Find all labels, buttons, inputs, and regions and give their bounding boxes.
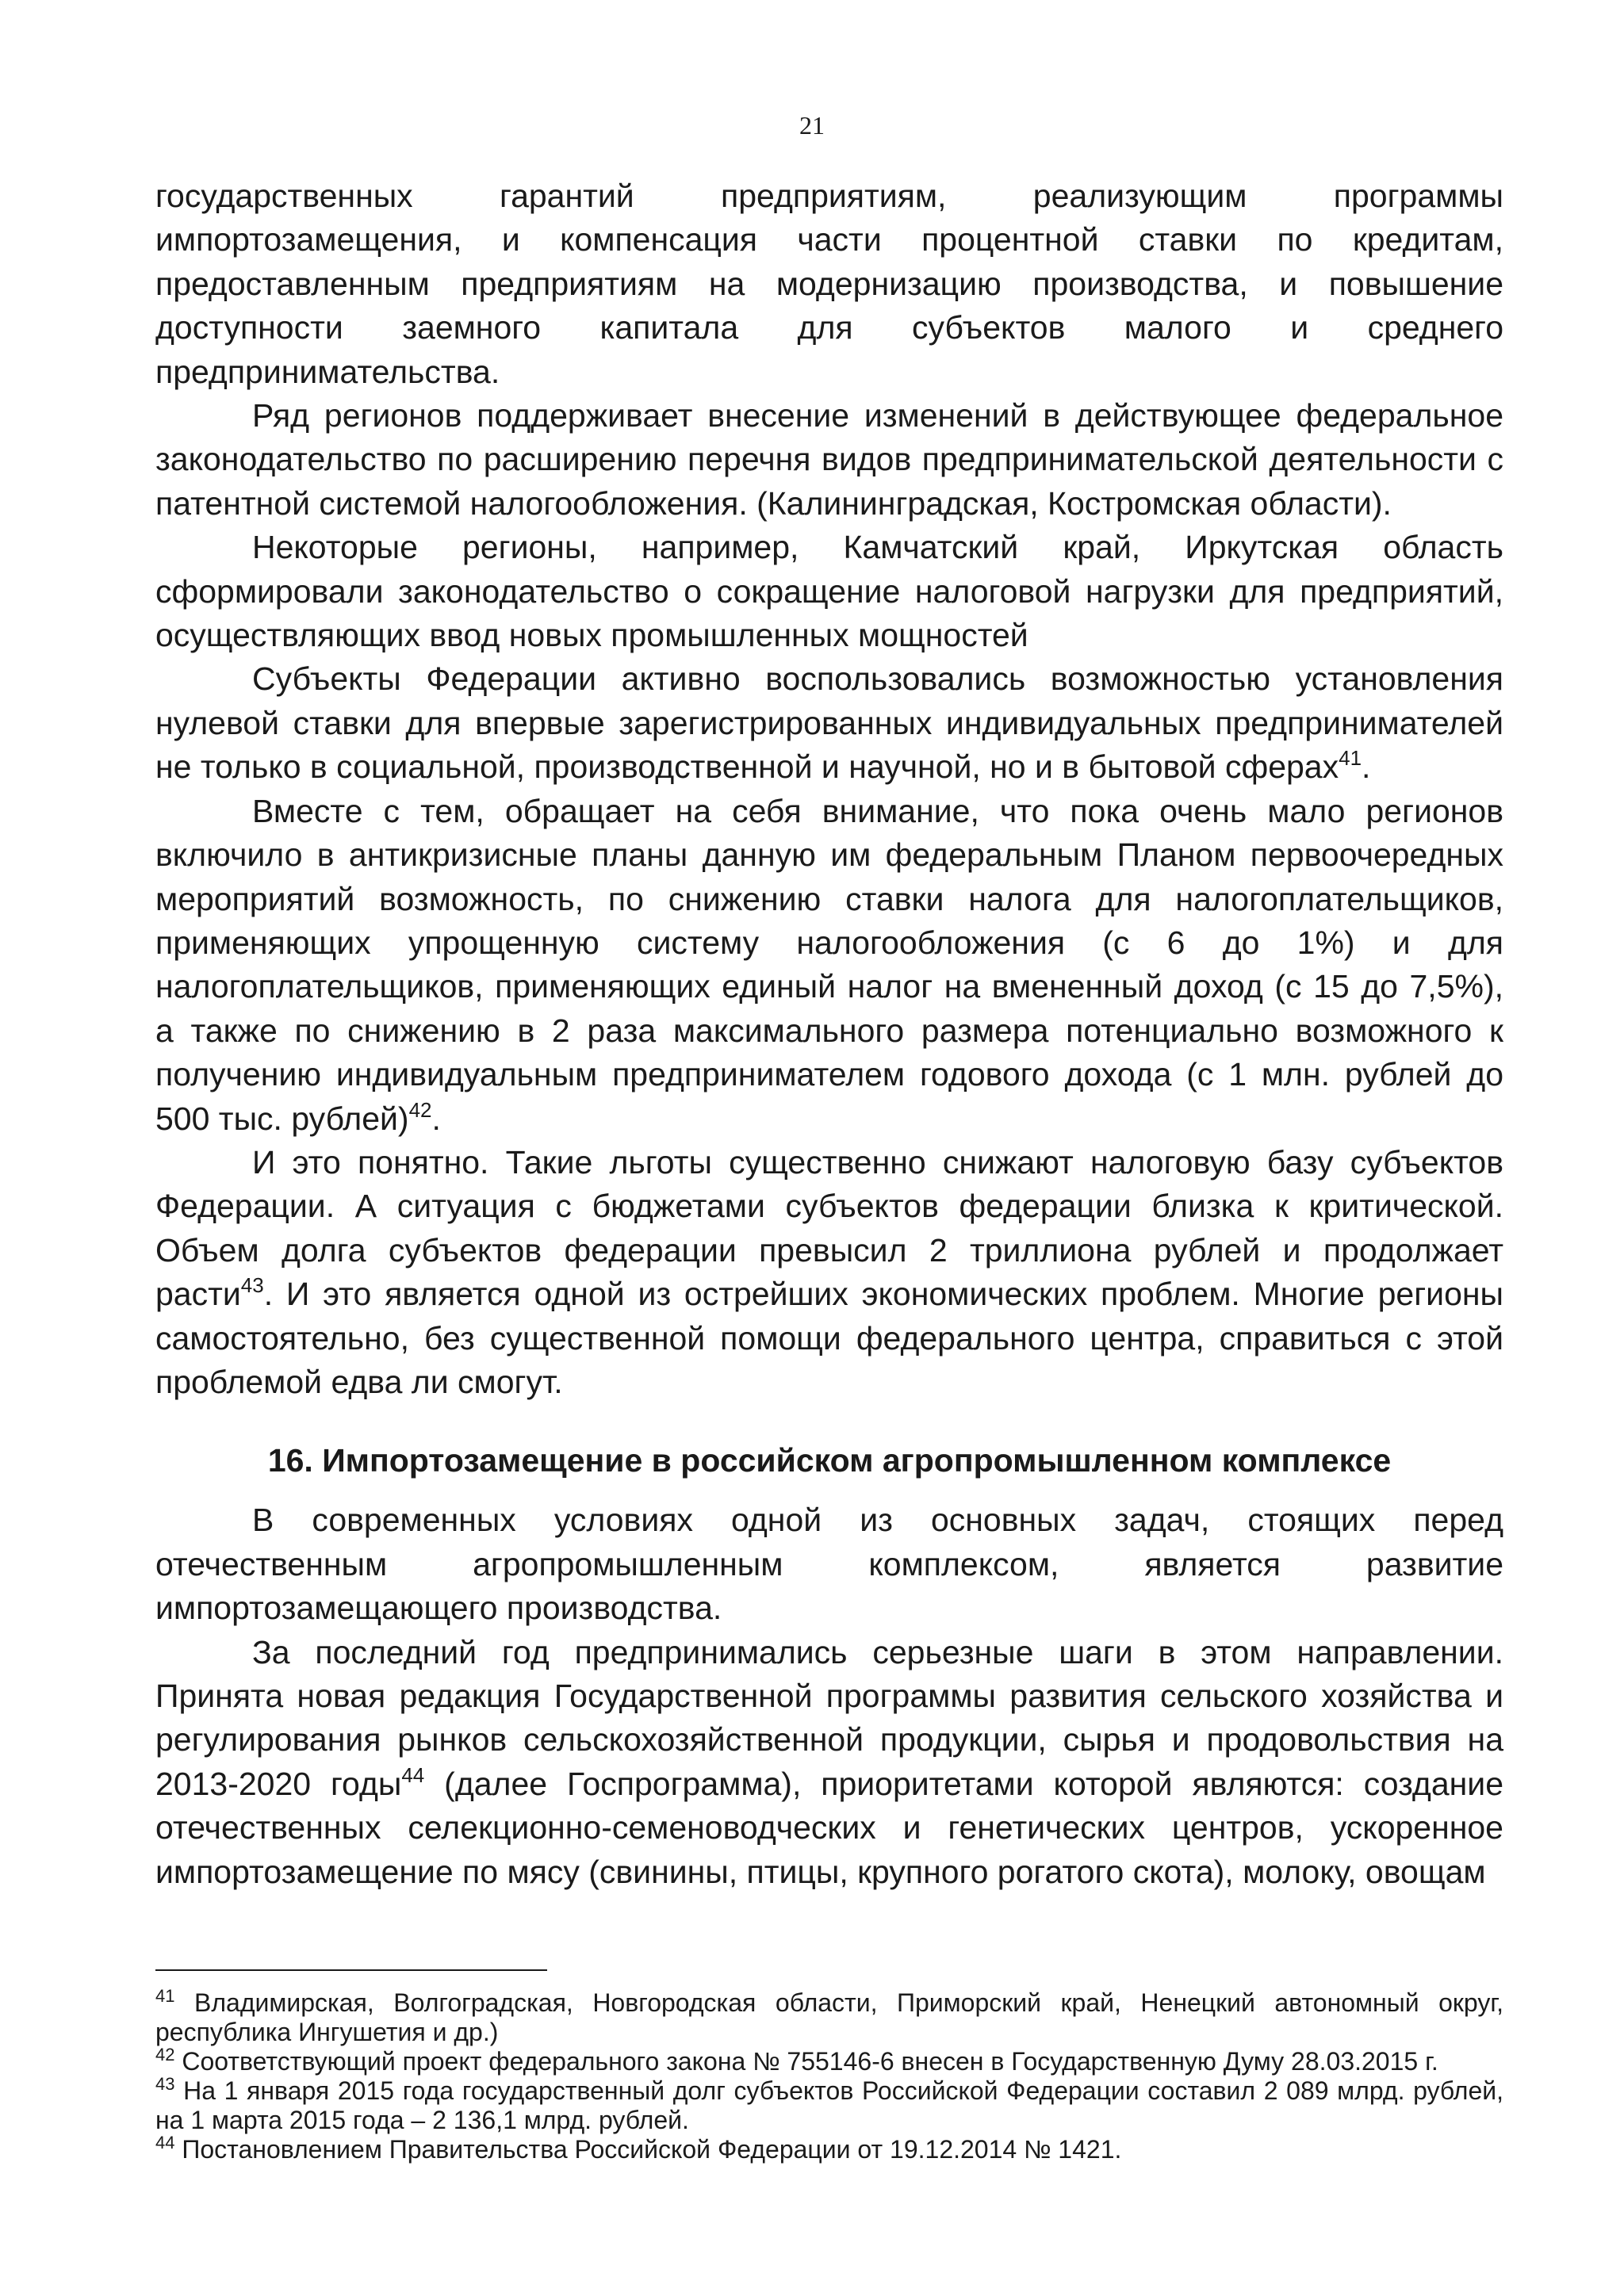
paragraph-agro-task [155,1498,1503,1630]
section-heading: 16. Импортозамещение в российском агропромышленном комплексе [267,1442,1392,1479]
paragraph-line: доступности заемного капитала для субъектов малого и среднего [155,309,1503,346]
paragraph-text: Некоторые регионы, например, Камчатский край, Иркутская область сформировали законодательство о сокращение налоговой нагрузки для предприятий, осуществляющих ввод новых промышленных мощностей [155,529,1503,654]
paragraph-line: предоставленным предприятиям на модернизацию производства, и повышение [155,265,1503,302]
footnote-number: 44 [155,2133,175,2152]
footnote-44 [155,2135,1503,2164]
footnote-number: 42 [155,2045,175,2064]
paragraph-continued [155,174,1503,394]
page-number: 21 [799,111,825,140]
paragraph-line: импортозамещения, и компенсация части процентной ставки по кредитам, [155,221,1503,258]
paragraph-text: Вместе с тем, обращает на себя внимание, что пока очень мало регионов включило в антикризисные планы данную им федеральным Планом первоочередных мероприятий возможность, по снижению ставки налога для налогоплательщиков, применяющих упрощенную систему налогообложения (с 6 до 1%) и для налогоплательщиков, применяющих единый налог на вмененный доход (с 15 до 7,5%), а также по снижению в 2 раза максимального размера потенциально возможного к получению индивидуальным предпринимателем годового дохода (с 1 млн. рублей до 500 тыс. рублей) [155,792,1503,1137]
paragraph-regions-patent [155,394,1503,526]
paragraph-text-after: . И это является одной из острейших экономических проблем. Многие регионы самостоятельно, без существенной помощи федерального центра, справиться с этой проблемой едва ли смогут. [155,1276,1503,1400]
paragraph-text: И это понятно. Такие льготы существенно снижают налоговую базу субъектов Федерации. А ситуация с бюджетами субъектов федерации близка к критической. Объем долга субъектов федерации превысил 2 триллиона рублей и продолжает расти [155,1143,1503,1313]
footnote-ref: 43 [240,1273,264,1298]
footnote-text: Постановлением Правительства Российской Федерации от 19.12.2014 № 1421. [174,2135,1122,2164]
footnote-number: 43 [155,2074,175,2094]
paragraph-text: Ряд регионов поддерживает внесение изменений в действующее федеральное законодательство по расширению перечня видов предпринимательской деятельности с патентной системой налогообложения. (Калининградская, Костромская области). [155,397,1503,522]
paragraph-budget-debt [155,1141,1503,1404]
footnote-42 [155,2047,1503,2076]
paragraph-text-after: . [1362,748,1371,786]
paragraph-text: В современных условиях одной из основных задач, стоящих перед отечественным агропромышленным комплексом, является развитие импортозамещающего производства. [155,1502,1503,1627]
paragraph-anticrisis-plans [155,790,1503,1141]
paragraph-text: Субъекты Федерации активно воспользовались возможностью установления нулевой ставки для впервые зарегистрированных индивидуальных предпринимателей не только в социальной, производственной и научной, но и в бытовой сферах [155,660,1503,786]
footnote-text: Владимирская, Волгоградская, Новгородская области, Приморский край, Ненецкий автономный округ, республика Ингушетия и др.) [155,1988,1503,2046]
footnotes [155,1988,1503,2164]
footnote-text: Соответствующий проект федерального закона № 755146-6 внесен в Государственную Думу 28.03.2015 г. [174,2047,1438,2076]
footnote-text: На 1 января 2015 года государственный долг субъектов Российской Федерации составил 2 089 млрд. рублей, на 1 марта 2015 года – 2 136,1 млрд. рублей. [155,2076,1503,2134]
footnote-43 [155,2076,1503,2135]
footnote-ref: 41 [1339,746,1362,771]
paragraph-state-program [155,1631,1503,1894]
footnote-number: 41 [155,1986,175,2006]
footnote-separator [155,1969,547,1971]
footnote-41 [155,1988,1503,2047]
paragraph-text: За последний год предпринимались серьезные шаги в этом направлении. Принята новая редакция Государственной программы развития сельского хозяйства и регулирования рынков сельскохозяйственной продукции, сырья и продовольствия на 2013-2020 годы [155,1633,1503,1802]
paragraph-line: предпринимательства. [155,353,500,390]
paragraph-text-after: (далее Госпрограмма), приоритетами которой являются: создание отечественных селекционно-семеноводческих и генетических центров, ускоренное импортозамещение по мясу (свинины, птицы, крупного рогатого скота), молоку, овощам [155,1765,1504,1890]
footnote-ref: 42 [408,1097,432,1122]
paragraph-line: государственных гарантий предприятиям, реализующим программы [155,178,1503,214]
paragraph-zero-rate [155,657,1503,789]
page-body [155,174,1503,1894]
footnote-ref: 44 [401,1762,425,1787]
paragraph-text-after: . [431,1100,441,1137]
paragraph-kamchatka-irkutsk [155,526,1503,657]
